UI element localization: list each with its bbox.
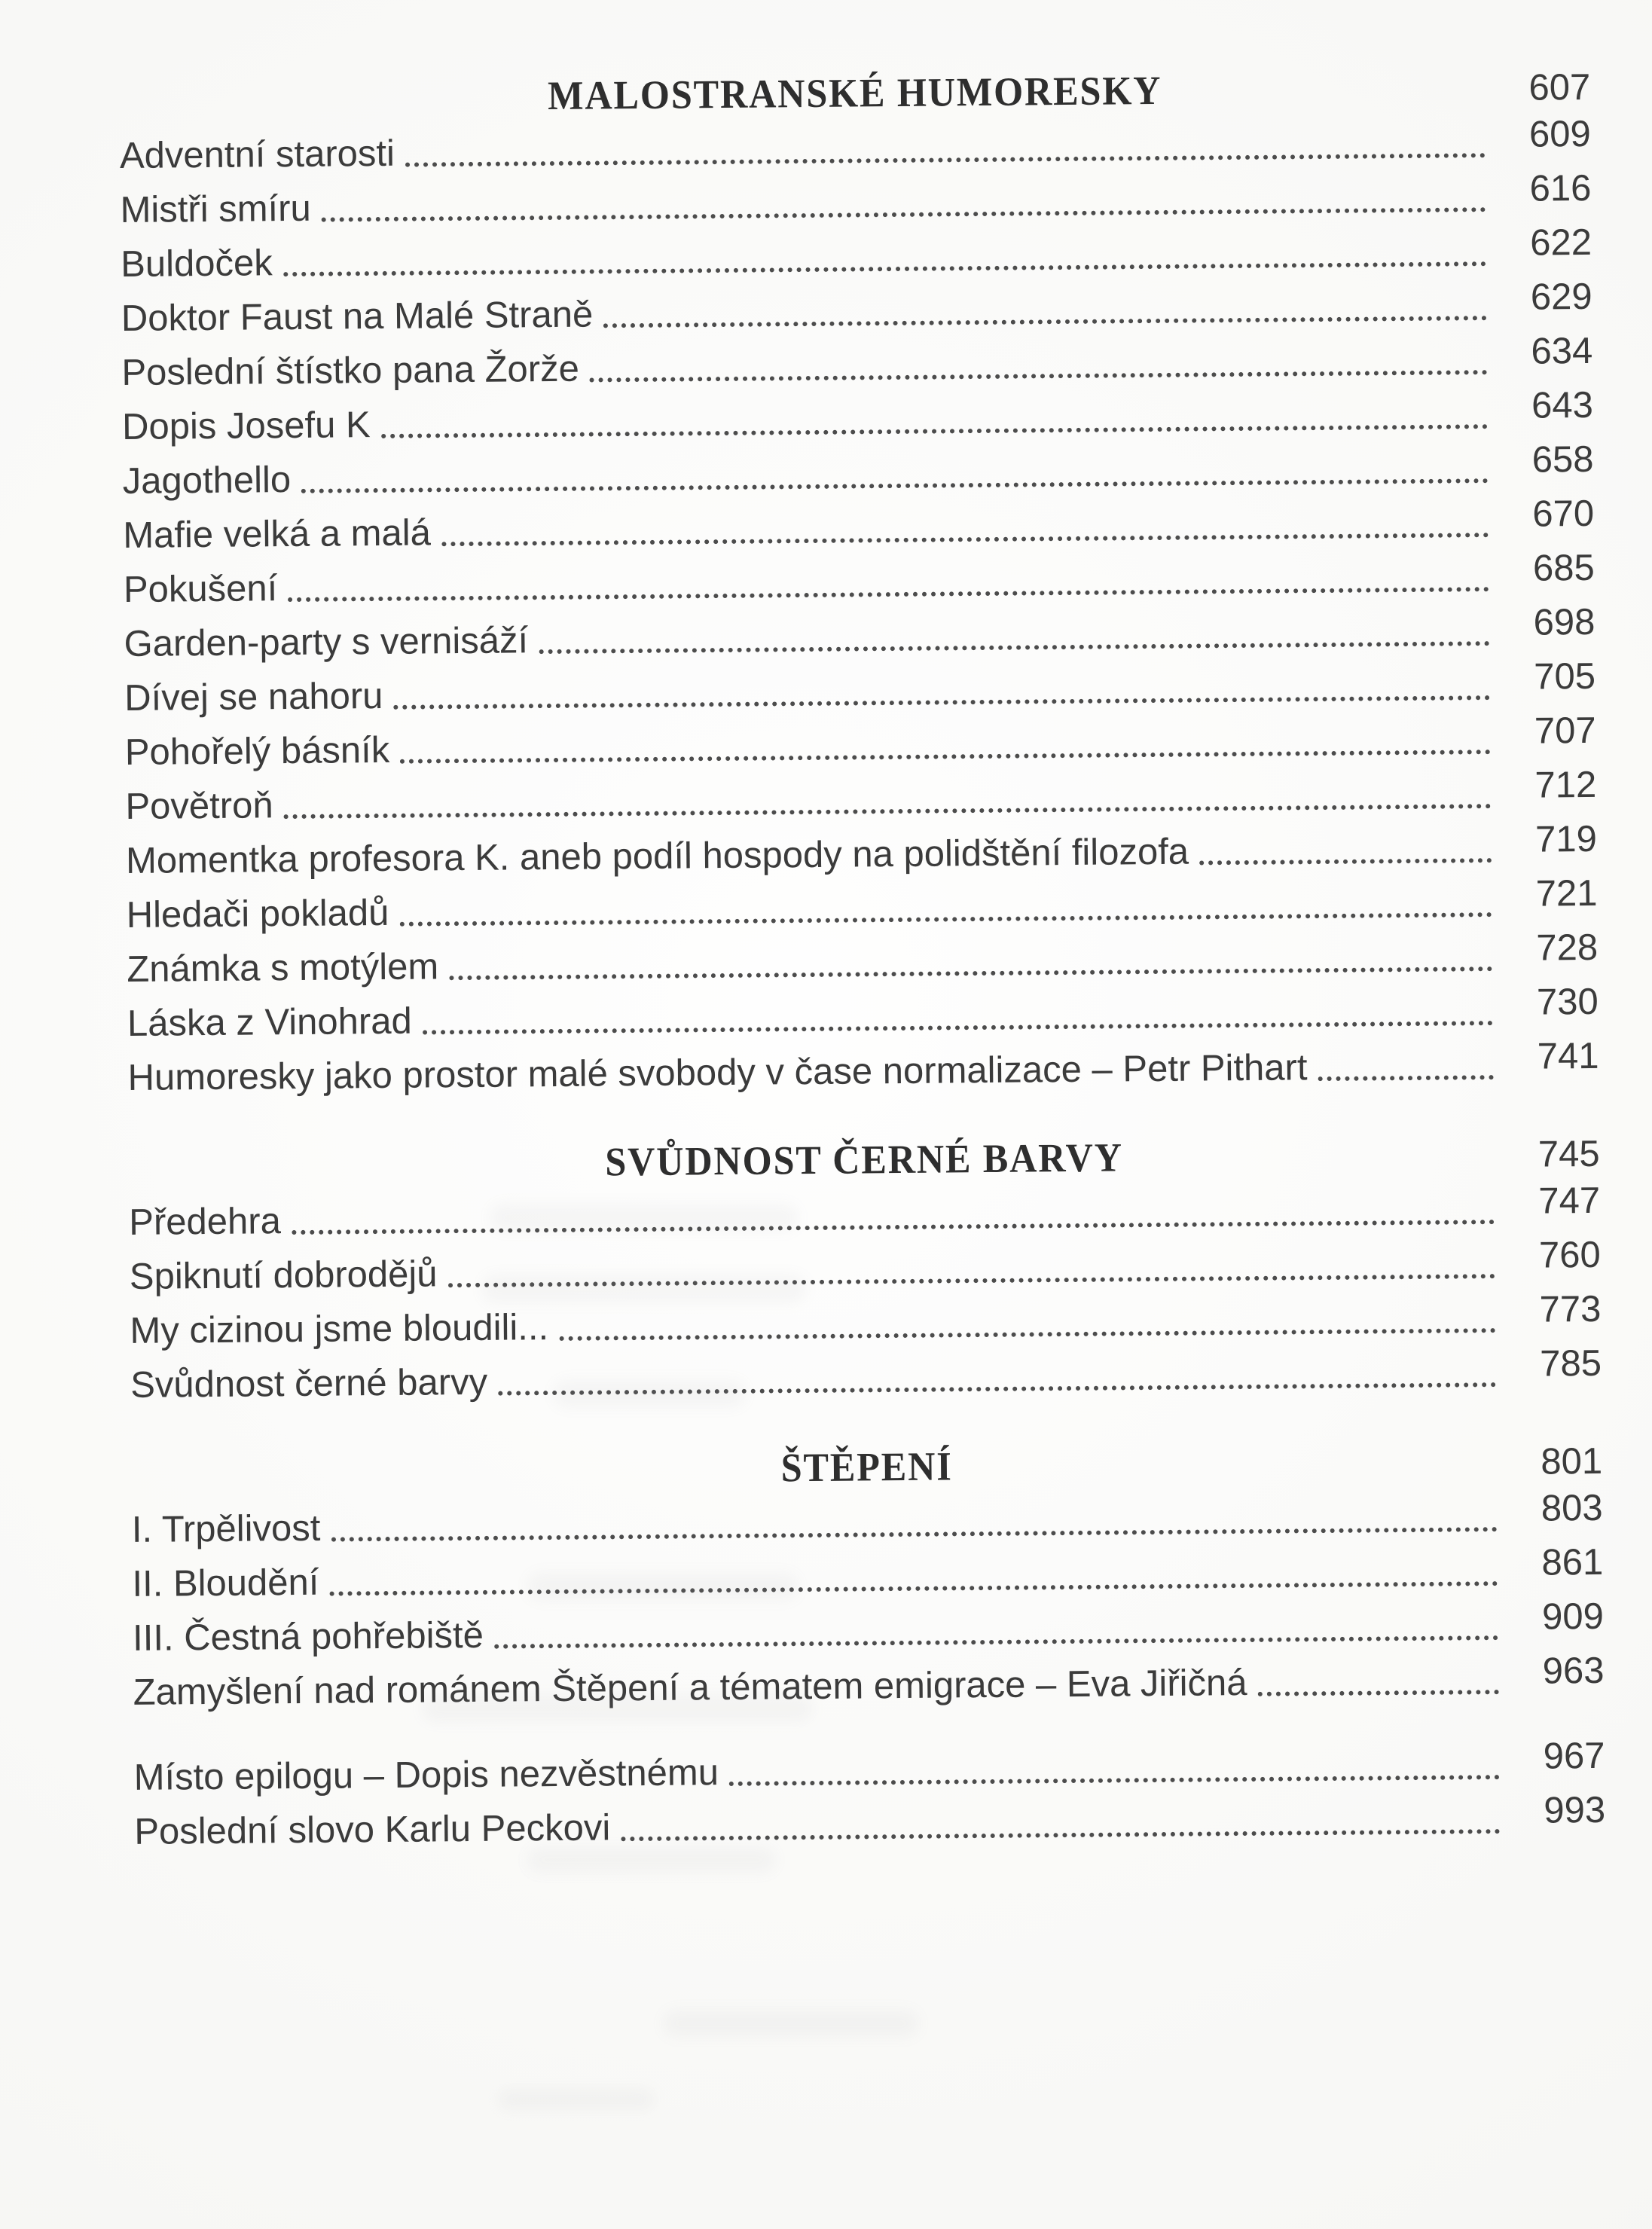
dot-leader (400, 750, 1491, 764)
entry-title: I. Trpělivost (131, 1507, 321, 1550)
dot-leader (539, 641, 1490, 654)
toc-entry (124, 655, 1596, 720)
dot-leader (729, 1775, 1500, 1786)
toc-entry (130, 1342, 1602, 1407)
toc-entry (127, 927, 1599, 991)
entry-title: Mafie velká a malá (123, 512, 432, 556)
toc-entry (131, 1487, 1603, 1552)
entry-title: Známka s motýlem (127, 946, 439, 990)
section-title: SVŮDNOST ČERNÉ BARVY (605, 1134, 1124, 1185)
toc-entry (124, 710, 1596, 774)
entry-page-number: 698 (1533, 601, 1596, 643)
dot-leader (331, 1527, 1497, 1542)
toc-entry (133, 1650, 1605, 1714)
toc-entry (121, 330, 1593, 395)
entry-page-number: 760 (1538, 1234, 1601, 1276)
toc-section (128, 1129, 1602, 1407)
dot-leader (301, 478, 1489, 493)
entry-page-number: 670 (1532, 493, 1595, 535)
section-entries (131, 1487, 1605, 1714)
toc-entry (123, 493, 1595, 557)
bleedthrough-smudge (497, 2088, 655, 2111)
entry-page-number: 993 (1544, 1789, 1606, 1831)
entry-page-number: 643 (1531, 384, 1594, 426)
entry-title: Láska z Vinohrad (127, 1000, 412, 1044)
dot-leader (441, 533, 1489, 546)
toc-entry (132, 1595, 1605, 1660)
entry-title: Mistři smíru (120, 188, 311, 231)
dot-leader (1199, 858, 1492, 865)
section-heading (131, 1437, 1602, 1498)
bleedthrough-smudge (527, 1847, 776, 1873)
dot-leader (1258, 1690, 1499, 1696)
dot-leader (288, 587, 1489, 602)
toc-entry (125, 764, 1597, 829)
dot-leader (399, 912, 1492, 927)
toc-section (133, 1735, 1606, 1854)
entry-page-number: 616 (1529, 167, 1592, 209)
toc-entry (129, 1234, 1601, 1299)
entry-page-number: 730 (1536, 981, 1599, 1023)
entry-page-number: 712 (1534, 764, 1597, 806)
entry-page-number: 773 (1539, 1288, 1602, 1330)
dot-leader (498, 1382, 1496, 1396)
toc-entry (133, 1735, 1605, 1800)
dot-leader (1318, 1075, 1494, 1081)
dot-leader (449, 966, 1492, 980)
section-title: MALOSTRANSKÉ HUMORESKY (547, 67, 1162, 119)
toc-entry (122, 438, 1594, 503)
entry-title: Místo epilogu – Dopis nezvěstnému (133, 1752, 719, 1798)
dot-leader (448, 1274, 1495, 1287)
entry-title: Momentka profesora K. aneb podíl hospody na polidštění filozofa (125, 831, 1189, 881)
entry-title: III. Čestná pohřebiště (132, 1614, 484, 1659)
entry-page-number: 967 (1543, 1735, 1605, 1777)
entry-title: Garden-party s vernisáží (124, 620, 529, 664)
toc-entry (129, 1180, 1601, 1244)
toc-entry (121, 276, 1592, 340)
entry-page-number: 909 (1541, 1595, 1605, 1638)
entry-title: Spiknutí dobrodějů (129, 1253, 438, 1297)
table-of-contents (119, 63, 1606, 1854)
toc-entry (132, 1541, 1604, 1606)
toc-entry (119, 113, 1591, 178)
entry-title: Svůdnost černé barvy (130, 1361, 488, 1406)
toc-entry (124, 601, 1596, 666)
entry-page-number: 719 (1534, 818, 1598, 860)
entry-title: Povětroň (125, 785, 273, 827)
dot-leader (322, 207, 1486, 221)
entry-title: My cizinou jsme bloudili... (130, 1307, 549, 1351)
toc-section (119, 63, 1599, 1100)
entry-page-number: 705 (1534, 655, 1596, 698)
section-page-number: 745 (1537, 1133, 1600, 1175)
entry-page-number: 803 (1541, 1487, 1603, 1529)
entry-title: Jagothello (122, 460, 292, 502)
toc-entry (121, 384, 1594, 449)
entry-page-number: 747 (1538, 1180, 1601, 1222)
entry-title: Pokušení (123, 568, 278, 610)
entry-page-number: 741 (1537, 1035, 1599, 1077)
toc-entry (130, 1288, 1602, 1353)
dot-leader (621, 1829, 1500, 1841)
toc-section (131, 1437, 1605, 1714)
dot-leader (284, 804, 1492, 819)
entry-title: Buldoček (120, 243, 273, 285)
dot-leader (283, 261, 1486, 276)
entry-title: Pohořelý básník (124, 729, 390, 773)
entry-page-number: 785 (1539, 1342, 1602, 1385)
section-heading (119, 63, 1590, 124)
entry-title: Předehra (129, 1201, 282, 1243)
entry-title: Dopis Josefu K (121, 405, 371, 447)
toc-entry (127, 1035, 1599, 1100)
entry-title: Dívej se nahoru (124, 675, 383, 719)
toc-entry (126, 872, 1598, 937)
section-entries (119, 113, 1599, 1100)
entry-page-number: 707 (1534, 710, 1596, 752)
entry-title: Hledači pokladů (126, 892, 389, 936)
section-entries (129, 1180, 1602, 1407)
entry-title: Adventní starosti (119, 133, 395, 176)
entry-page-number: 728 (1536, 927, 1599, 969)
section-title: ŠTĚPENÍ (780, 1443, 953, 1491)
entry-page-number: 629 (1530, 276, 1592, 318)
dot-leader (292, 1220, 1495, 1235)
entry-title: Zamyšlení nad románem Štěpení a tématem emigrace – Eva Jiřičná (133, 1663, 1247, 1713)
entry-title: Poslední štístko pana Žorže (121, 348, 580, 393)
entry-title: Poslední slovo Karlu Peckovi (134, 1807, 611, 1852)
dot-leader (405, 153, 1486, 167)
toc-entry (134, 1789, 1606, 1854)
entry-page-number: 634 (1531, 330, 1593, 372)
section-page-number: 801 (1541, 1440, 1603, 1482)
entry-page-number: 861 (1541, 1541, 1604, 1583)
toc-entry (125, 818, 1598, 883)
dot-leader (590, 370, 1488, 382)
section-entries (133, 1735, 1606, 1854)
entry-title: II. Bloudění (132, 1562, 319, 1605)
entry-page-number: 622 (1530, 221, 1592, 264)
entry-title: Doktor Faust na Malé Straně (121, 294, 594, 339)
entry-page-number: 609 (1528, 113, 1591, 155)
dot-leader (494, 1635, 1498, 1649)
entry-title: Humoresky jako prostor malé svobody v čase normalizace – Petr Pithart (127, 1047, 1308, 1098)
dot-leader (423, 1021, 1493, 1034)
entry-page-number: 963 (1542, 1650, 1605, 1692)
entry-page-number: 685 (1532, 547, 1596, 589)
section-page-number: 607 (1528, 66, 1591, 108)
section-heading (128, 1129, 1599, 1190)
toc-entry (123, 547, 1596, 612)
toc-entry (120, 167, 1592, 232)
toc-entry (127, 981, 1599, 1046)
dot-leader (559, 1328, 1495, 1341)
entry-page-number: 721 (1535, 872, 1598, 915)
toc-entry (120, 221, 1592, 286)
entry-page-number: 658 (1531, 438, 1594, 481)
dot-leader (381, 424, 1488, 438)
dot-leader (603, 316, 1487, 328)
dot-leader (329, 1581, 1498, 1596)
bleedthrough-smudge (663, 2010, 919, 2037)
dot-leader (394, 695, 1491, 710)
